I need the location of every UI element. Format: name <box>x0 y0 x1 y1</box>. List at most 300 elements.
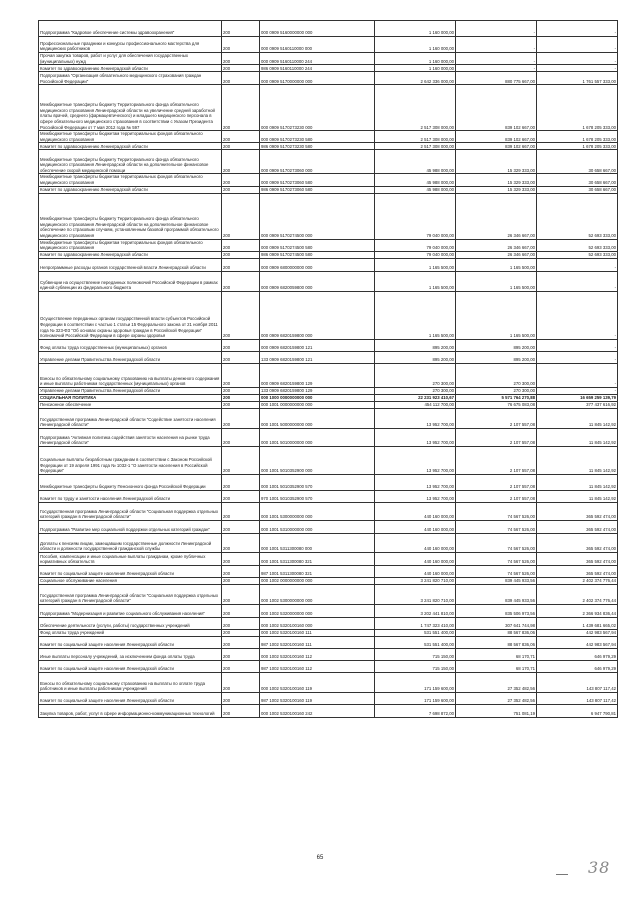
row-classification-cell: 986 0909 5170273060 580 <box>260 186 375 193</box>
row-name-cell: Государственная программа Ленинградской области "Содействие занятости населения Ленинградской области" <box>39 408 222 428</box>
row-code-cell: 200 <box>222 428 260 446</box>
row-classification-cell: 000 1001 5311300080 321 <box>260 552 375 565</box>
footer-dash <box>556 874 568 875</box>
row-executed-amount-cell: 1 165 500,00 <box>456 271 537 291</box>
row-code-cell: 200 <box>222 251 260 258</box>
row-remaining-amount-cell: 365 592 474,00 <box>537 565 618 577</box>
row-code-cell: 200 <box>222 271 260 291</box>
row-classification-cell: 986 0909 5160110000 244 <box>260 65 375 72</box>
row-remaining-amount-cell: - <box>537 37 618 53</box>
row-classification-cell: 000 0909 5160110000 000 <box>260 37 375 53</box>
row-name-cell: Пособия, компенсации и иные социальные выплаты гражданам, кроме публичных нормативных обязательств <box>39 552 222 565</box>
row-approved-amount-cell: 715 150,00 <box>375 648 456 660</box>
row-executed-amount-cell: - <box>456 37 537 53</box>
row-remaining-amount-cell: 2 402 374 776,44 <box>537 577 618 584</box>
table-row <box>39 617 618 629</box>
row-approved-amount-cell: 1 747 323 410,00 <box>375 617 456 629</box>
table-row <box>39 291 618 339</box>
row-remaining-amount-cell: 30 658 667,00 <box>537 186 618 193</box>
row-code-cell: 200 <box>222 143 260 150</box>
row-name-cell: Комитет по здравоохранению Ленинградской области <box>39 65 222 72</box>
row-code-cell: 200 <box>222 65 260 72</box>
row-executed-amount-cell: 307 641 744,98 <box>456 617 537 629</box>
row-executed-amount-cell: 839 445 933,56 <box>456 577 537 584</box>
row-approved-amount-cell: 1 160 000,00 <box>375 21 456 37</box>
row-remaining-amount-cell: 11 845 142,92 <box>537 428 618 446</box>
row-remaining-amount-cell: 365 592 474,00 <box>537 533 618 552</box>
row-name-cell: Взносы по обязательному социальному страхованию на выплаты денежного содержания и иные выплаты работникам государственных (муниципальных) органов <box>39 363 222 387</box>
table-row <box>39 351 618 363</box>
row-name-cell: Комитет по здравоохранению Ленинградской области <box>39 251 222 258</box>
row-executed-amount-cell: 68 170,71 <box>456 648 537 660</box>
row-classification-cell: 000 1001 5300000000 000 <box>260 502 375 520</box>
row-name-cell: Подпрограмма "Развитие мер социальной поддержки отдельных категорий граждан" <box>39 520 222 533</box>
row-code-cell: 200 <box>222 37 260 53</box>
table-row <box>39 251 618 258</box>
table-row <box>39 704 618 717</box>
row-remaining-amount-cell: 2 402 374 776,44 <box>537 584 618 604</box>
row-remaining-amount-cell: 52 693 333,00 <box>537 193 618 239</box>
row-name-cell: Межбюджетные трансферты бюджетам территориальных фондов обязательного медицинского страхования <box>39 131 222 143</box>
row-remaining-amount-cell: - <box>537 258 618 271</box>
row-executed-amount-cell: 270 300,00 <box>456 387 537 394</box>
row-remaining-amount-cell: - <box>537 53 618 65</box>
row-approved-amount-cell: 440 160 000,00 <box>375 520 456 533</box>
table-row <box>39 692 618 704</box>
row-name-cell: Подпрограмма "Кадровое обеспечение системы здравоохранения" <box>39 21 222 37</box>
row-remaining-amount-cell: - <box>537 291 618 339</box>
row-executed-amount-cell: 751 081,19 <box>456 704 537 717</box>
row-code-cell: 200 <box>222 387 260 394</box>
row-classification-cell: 000 1001 5010352900 570 <box>260 474 375 490</box>
row-executed-amount-cell: - <box>456 21 537 37</box>
row-name-cell: Комитет по социальной защите населения Ленинградской области <box>39 565 222 577</box>
row-classification-cell: 000 1001 5000000000 000 <box>260 408 375 428</box>
row-name-cell: Взносы по обязательному социальному страхованию на выплаты по оплате труда работников и иные выплаты работникам учреждений <box>39 672 222 692</box>
row-executed-amount-cell: 74 567 526,00 <box>456 552 537 565</box>
row-remaining-amount-cell: 30 658 667,00 <box>537 150 618 174</box>
table-row <box>39 533 618 552</box>
row-classification-cell: 000 0909 5170274500 000 <box>260 193 375 239</box>
table-row <box>39 193 618 239</box>
row-executed-amount-cell: 839 102 667,00 <box>456 143 537 150</box>
row-remaining-amount-cell: 11 845 142,92 <box>537 446 618 474</box>
row-code-cell: 200 <box>222 258 260 271</box>
table-row <box>39 446 618 474</box>
row-remaining-amount-cell: - <box>537 363 618 387</box>
row-executed-amount-cell: 26 346 667,00 <box>456 251 537 258</box>
table-row <box>39 363 618 387</box>
row-name-cell: Подпрограмма "Модернизация и развитие социального обслуживания населения" <box>39 604 222 617</box>
row-approved-amount-cell: 270 300,00 <box>375 387 456 394</box>
row-approved-amount-cell: 13 952 700,00 <box>375 474 456 490</box>
row-name-cell: Комитет по труду и занятости населения Ленинградской области <box>39 490 222 502</box>
row-executed-amount-cell: 839 445 933,56 <box>456 584 537 604</box>
row-approved-amount-cell: 79 040 000,00 <box>375 239 456 251</box>
row-classification-cell: 000 1002 0000000000 000 <box>260 577 375 584</box>
table-row <box>39 520 618 533</box>
table-row <box>39 339 618 351</box>
row-code-cell: 200 <box>222 401 260 408</box>
row-executed-amount-cell: 2 107 557,08 <box>456 428 537 446</box>
table-row <box>39 85 618 131</box>
row-approved-amount-cell: 3 202 441 810,00 <box>375 604 456 617</box>
row-approved-amount-cell: 1 165 500,00 <box>375 291 456 339</box>
table-row <box>39 552 618 565</box>
row-code-cell: 200 <box>222 660 260 672</box>
row-classification-cell: 000 0909 6820059800 000 <box>260 271 375 291</box>
table-row <box>39 636 618 648</box>
table-row <box>39 660 618 672</box>
row-executed-amount-cell: 2 107 557,08 <box>456 490 537 502</box>
table-row <box>39 150 618 174</box>
row-remaining-amount-cell: 365 592 474,00 <box>537 552 618 565</box>
handwritten-page-mark: 38 <box>588 858 611 877</box>
row-name-cell: Государственная программа Ленинградской области "Социальная поддержка отдельных категорий граждан в Ленинградской области" <box>39 502 222 520</box>
table-row <box>39 271 618 291</box>
row-name-cell: Обеспечение деятельности (услуги, работы) государственных учреждений <box>39 617 222 629</box>
row-executed-amount-cell: 74 567 526,00 <box>456 520 537 533</box>
row-classification-cell: 000 1002 5300000000 000 <box>260 584 375 604</box>
table-row <box>39 502 618 520</box>
row-approved-amount-cell: 1 160 000,00 <box>375 53 456 65</box>
table-row <box>39 401 618 408</box>
row-code-cell: 200 <box>222 291 260 339</box>
row-executed-amount-cell: 839 102 667,00 <box>456 131 537 143</box>
row-code-cell: 200 <box>222 648 260 660</box>
page-number: 65 <box>316 855 324 861</box>
row-executed-amount-cell: 15 329 333,00 <box>456 174 537 186</box>
row-classification-cell: 000 0909 5170273230 580 <box>260 131 375 143</box>
row-approved-amount-cell: 440 160 000,00 <box>375 565 456 577</box>
table-row <box>39 604 618 617</box>
row-name-cell: Межбюджетные трансферты бюджетам территориальных фондов обязательного медицинского страхования <box>39 239 222 251</box>
row-remaining-amount-cell: 646 979,29 <box>537 660 618 672</box>
table-row <box>39 577 618 584</box>
row-approved-amount-cell: 531 551 400,00 <box>375 636 456 648</box>
row-approved-amount-cell: 1 160 000,00 <box>375 65 456 72</box>
row-code-cell: 200 <box>222 131 260 143</box>
row-approved-amount-cell: 1 160 000,00 <box>375 37 456 53</box>
row-approved-amount-cell: 3 241 820 710,00 <box>375 584 456 604</box>
row-approved-amount-cell: 2 517 308 000,00 <box>375 131 456 143</box>
row-remaining-amount-cell: 1 678 205 333,00 <box>537 131 618 143</box>
row-classification-cell: 000 1002 5320100160 111 <box>260 629 375 636</box>
row-approved-amount-cell: 79 040 000,00 <box>375 251 456 258</box>
row-remaining-amount-cell: 1 761 557 333,00 <box>537 72 618 85</box>
row-code-cell: 200 <box>222 363 260 387</box>
row-code-cell: 200 <box>222 604 260 617</box>
row-code-cell: 200 <box>222 474 260 490</box>
row-executed-amount-cell: 895 200,00 <box>456 351 537 363</box>
row-approved-amount-cell: 454 112 700,00 <box>375 401 456 408</box>
row-classification-cell: 987 1002 5320100160 111 <box>260 636 375 648</box>
row-remaining-amount-cell: 6 947 790,81 <box>537 704 618 717</box>
row-code-cell: 200 <box>222 239 260 251</box>
row-code-cell: 200 <box>222 72 260 85</box>
row-executed-amount-cell: 15 329 333,00 <box>456 150 537 174</box>
row-classification-cell: 987 1001 5311300080 321 <box>260 565 375 577</box>
row-name-cell: Комитет по социальной защите населения Ленинградской области <box>39 660 222 672</box>
row-classification-cell: 987 1002 5320100160 119 <box>260 692 375 704</box>
row-remaining-amount-cell: - <box>537 65 618 72</box>
row-remaining-amount-cell: 52 693 333,00 <box>537 239 618 251</box>
row-executed-amount-cell: 15 329 333,00 <box>456 186 537 193</box>
row-classification-cell: 000 0909 5170273060 580 <box>260 174 375 186</box>
row-name-cell: Закупка товаров, работ, услуг в сфере информационно-коммуникационных технологий <box>39 704 222 717</box>
table-row <box>39 37 618 53</box>
row-remaining-amount-cell: - <box>537 339 618 351</box>
row-executed-amount-cell: 88 567 836,06 <box>456 629 537 636</box>
row-classification-cell: 000 0909 6820159800 121 <box>260 339 375 351</box>
row-code-cell: 200 <box>222 672 260 692</box>
row-code-cell: 200 <box>222 186 260 193</box>
row-code-cell: 200 <box>222 193 260 239</box>
row-executed-amount-cell: 26 346 667,00 <box>456 239 537 251</box>
row-remaining-amount-cell: 30 658 667,00 <box>537 174 618 186</box>
table-row <box>39 490 618 502</box>
row-classification-cell: 986 0909 5170274500 580 <box>260 251 375 258</box>
row-name-cell: Подпрограмма "Активная политика содействия занятости населения на рынке труда Ленинградской области" <box>39 428 222 446</box>
row-classification-cell: 000 1002 5320000000 000 <box>260 604 375 617</box>
row-code-cell: 200 <box>222 617 260 629</box>
row-code-cell: 200 <box>222 85 260 131</box>
row-remaining-amount-cell: 646 979,29 <box>537 648 618 660</box>
row-name-cell: Пенсионное обеспечение <box>39 401 222 408</box>
row-executed-amount-cell: 2 107 557,08 <box>456 474 537 490</box>
row-classification-cell: 000 0909 6800000000 000 <box>260 258 375 271</box>
row-code-cell: 200 <box>222 53 260 65</box>
row-name-cell: Межбюджетные трансферты бюджету Территориального фонда обязательного медицинского страхования Ленинградской области на увеличение средней заработной платы врачей, среднего (фармацевтического) и младшего медицинского персонала в сфере обязательного медицинского страхования в соответствии с Указом Президента Российской Федерации от 7 мая 2012 года № 597 <box>39 85 222 131</box>
row-approved-amount-cell: 22 231 923 410,67 <box>375 394 456 401</box>
row-name-cell: Фонд оплаты труда учреждений <box>39 629 222 636</box>
row-executed-amount-cell: - <box>456 53 537 65</box>
row-name-cell: Субвенции на осуществление переданных полномочий Российской Федерации в рамках единой субвенции из федерального бюджета <box>39 271 222 291</box>
row-remaining-amount-cell: - <box>537 21 618 37</box>
row-approved-amount-cell: 270 300,00 <box>375 363 456 387</box>
row-approved-amount-cell: 79 040 000,00 <box>375 193 456 239</box>
row-remaining-amount-cell: 11 845 142,92 <box>537 474 618 490</box>
row-executed-amount-cell: 76 675 083,08 <box>456 401 537 408</box>
row-classification-cell: 000 0909 5170000000 000 <box>260 72 375 85</box>
row-name-cell: Непрограммные расходы органов государственной власти Ленинградской области <box>39 258 222 271</box>
table-row <box>39 239 618 251</box>
row-executed-amount-cell: 74 567 526,00 <box>456 533 537 552</box>
row-executed-amount-cell: 1 165 500,00 <box>456 291 537 339</box>
table-row <box>39 565 618 577</box>
row-remaining-amount-cell: 143 807 117,42 <box>537 692 618 704</box>
row-name-cell: Комитет по здравоохранению Ленинградской области <box>39 143 222 150</box>
row-executed-amount-cell: 74 567 526,00 <box>456 502 537 520</box>
row-executed-amount-cell: 26 346 667,00 <box>456 193 537 239</box>
row-remaining-amount-cell: 365 592 474,00 <box>537 520 618 533</box>
row-classification-cell: 000 1001 5310000000 000 <box>260 520 375 533</box>
row-approved-amount-cell: 531 551 400,00 <box>375 629 456 636</box>
row-classification-cell: 000 1002 5320100160 242 <box>260 704 375 717</box>
row-classification-cell: 000 1001 0000000000 000 <box>260 401 375 408</box>
row-code-cell: 200 <box>222 21 260 37</box>
row-remaining-amount-cell: 143 807 117,42 <box>537 672 618 692</box>
row-name-cell: Управление делами Правительства Ленинградской области <box>39 387 222 394</box>
row-code-cell: 200 <box>222 446 260 474</box>
row-executed-amount-cell: 839 102 667,00 <box>456 85 537 131</box>
row-name-cell: СОЦИАЛЬНАЯ ПОЛИТИКА <box>39 394 222 401</box>
row-classification-cell: 000 0909 5160110000 244 <box>260 53 375 65</box>
row-remaining-amount-cell: 1 439 681 665,02 <box>537 617 618 629</box>
row-name-cell: Прочая закупка товаров, работ и услуг для обеспечения государственных (муниципальных) нужд <box>39 53 222 65</box>
row-approved-amount-cell: 440 160 000,00 <box>375 533 456 552</box>
row-executed-amount-cell: 1 165 500,00 <box>456 258 537 271</box>
row-approved-amount-cell: 13 952 700,00 <box>375 408 456 428</box>
row-executed-amount-cell: 27 352 482,56 <box>456 692 537 704</box>
table-row <box>39 258 618 271</box>
row-approved-amount-cell: 45 988 000,00 <box>375 186 456 193</box>
row-code-cell: 200 <box>222 150 260 174</box>
row-code-cell: 200 <box>222 629 260 636</box>
row-approved-amount-cell: 7 698 872,00 <box>375 704 456 717</box>
row-code-cell: 200 <box>222 577 260 584</box>
row-classification-cell: 970 1001 5010352900 570 <box>260 490 375 502</box>
row-name-cell: Межбюджетные трансферты бюджетам территориальных фондов обязательного медицинского страхования <box>39 174 222 186</box>
row-executed-amount-cell: 880 775 667,00 <box>456 72 537 85</box>
row-classification-cell: 000 1002 5320100160 000 <box>260 617 375 629</box>
row-name-cell: Фонд оплаты труда государственных (муниципальных) органов <box>39 339 222 351</box>
row-remaining-amount-cell: 52 693 333,00 <box>537 251 618 258</box>
row-executed-amount-cell: 895 200,00 <box>456 339 537 351</box>
row-classification-cell: 000 0909 6820159800 129 <box>260 363 375 387</box>
row-classification-cell: 000 1000 0000000000 000 <box>260 394 375 401</box>
row-approved-amount-cell: 45 988 000,00 <box>375 174 456 186</box>
row-code-cell: 200 <box>222 502 260 520</box>
row-approved-amount-cell: 2 517 308 000,00 <box>375 143 456 150</box>
row-approved-amount-cell: 1 165 500,00 <box>375 271 456 291</box>
row-remaining-amount-cell: 11 845 142,92 <box>537 490 618 502</box>
row-approved-amount-cell: 171 159 600,00 <box>375 672 456 692</box>
row-code-cell: 200 <box>222 520 260 533</box>
row-approved-amount-cell: 440 160 000,00 <box>375 502 456 520</box>
table-row <box>39 474 618 490</box>
row-name-cell: Государственная программа Ленинградской области "Социальная поддержка отдельных категорий граждан в Ленинградской области" <box>39 584 222 604</box>
row-executed-amount-cell: 835 506 973,56 <box>456 604 537 617</box>
row-name-cell: Межбюджетные трансферты бюджету Пенсионного фонда Российской Федерации <box>39 474 222 490</box>
table-row <box>39 186 618 193</box>
row-classification-cell: 000 0909 5170273060 000 <box>260 150 375 174</box>
table-row <box>39 428 618 446</box>
row-approved-amount-cell: 45 988 000,00 <box>375 150 456 174</box>
row-remaining-amount-cell: 365 592 474,00 <box>537 502 618 520</box>
budget-table <box>38 20 618 718</box>
row-remaining-amount-cell: - <box>537 387 618 394</box>
row-name-cell: Осуществление переданных органам государственной власти субъектов Российской Федерации в соответствии с частью 1 статьи 15 Федерального закона от 21 ноября 2011 года № 323-ФЗ "Об основах охраны здоровья граждан в Российской Федерации" полномочий Российской Федерации в сфере охраны здоровья <box>39 291 222 339</box>
row-approved-amount-cell: 2 642 336 000,00 <box>375 72 456 85</box>
row-executed-amount-cell: 2 107 557,08 <box>456 446 537 474</box>
row-name-cell: Комитет по здравоохранению Ленинградской области <box>39 186 222 193</box>
row-approved-amount-cell: 2 517 308 000,00 <box>375 85 456 131</box>
row-name-cell: Иные выплаты персоналу учреждений, за исключением фонда оплаты труда <box>39 648 222 660</box>
row-executed-amount-cell: 74 567 526,00 <box>456 565 537 577</box>
row-name-cell: Комитет по социальной защите населения Ленинградской области <box>39 692 222 704</box>
row-classification-cell: 000 1002 5320100160 112 <box>260 648 375 660</box>
row-approved-amount-cell: 1 165 500,00 <box>375 258 456 271</box>
row-code-cell: 200 <box>222 174 260 186</box>
table-row <box>39 21 618 37</box>
row-name-cell: Социальные выплаты безработным гражданам в соответствии с Законом Российской Федерации от 19 апреля 1991 года № 1032-1 "О занятости населения в Российской Федерации" <box>39 446 222 474</box>
row-classification-cell: 000 0909 5160000000 000 <box>260 21 375 37</box>
row-name-cell: Управление делами Правительства Ленинградской области <box>39 351 222 363</box>
row-code-cell: 200 <box>222 394 260 401</box>
row-code-cell: 200 <box>222 692 260 704</box>
row-code-cell: 200 <box>222 552 260 565</box>
row-approved-amount-cell: 13 952 700,00 <box>375 490 456 502</box>
row-approved-amount-cell: 895 200,00 <box>375 351 456 363</box>
row-classification-cell: 000 0909 6820159800 000 <box>260 291 375 339</box>
row-classification-cell: 000 0909 5170273230 000 <box>260 85 375 131</box>
row-name-cell: Межбюджетные трансферты бюджету Территориального фонда обязательного медицинского страхования Ленинградской области на дополнительное финансовое обеспечение по страховым случаям, установленным базовой программой обязательного медицинского страхования <box>39 193 222 239</box>
row-approved-amount-cell: 3 241 820 710,00 <box>375 577 456 584</box>
row-approved-amount-cell: 440 160 000,00 <box>375 552 456 565</box>
row-executed-amount-cell: 270 300,00 <box>456 363 537 387</box>
budget-table-body <box>39 21 618 718</box>
row-classification-cell: 133 0909 6820159800 129 <box>260 387 375 394</box>
row-name-cell: Межбюджетные трансферты бюджету Территориального фонда обязательного медицинского страхования Ленинградской области на дополнительное финансовое обеспечение скорой медицинской помощи <box>39 150 222 174</box>
table-row <box>39 629 618 636</box>
row-executed-amount-cell: 2 107 557,08 <box>456 408 537 428</box>
row-remaining-amount-cell: 377 437 616,92 <box>537 401 618 408</box>
row-code-cell: 200 <box>222 490 260 502</box>
row-executed-amount-cell: 27 352 482,56 <box>456 672 537 692</box>
row-classification-cell: 987 1002 5320100160 112 <box>260 660 375 672</box>
row-classification-cell: 000 0909 5170274500 580 <box>260 239 375 251</box>
table-row <box>39 143 618 150</box>
row-remaining-amount-cell: 16 659 259 139,79 <box>537 394 618 401</box>
row-code-cell: 200 <box>222 339 260 351</box>
row-name-cell: Комитет по социальной защите населения Ленинградской области <box>39 636 222 648</box>
table-row <box>39 387 618 394</box>
table-row <box>39 584 618 604</box>
row-code-cell: 200 <box>222 408 260 428</box>
row-remaining-amount-cell: 2 366 934 836,44 <box>537 604 618 617</box>
row-remaining-amount-cell: 442 983 567,94 <box>537 636 618 648</box>
table-row <box>39 65 618 72</box>
row-approved-amount-cell: 13 952 700,00 <box>375 446 456 474</box>
table-row <box>39 53 618 65</box>
row-code-cell: 200 <box>222 565 260 577</box>
table-row <box>39 394 618 401</box>
row-approved-amount-cell: 13 952 700,00 <box>375 428 456 446</box>
table-row <box>39 648 618 660</box>
row-code-cell: 200 <box>222 533 260 552</box>
table-row <box>39 131 618 143</box>
table-row <box>39 72 618 85</box>
row-approved-amount-cell: 715 150,00 <box>375 660 456 672</box>
row-code-cell: 200 <box>222 351 260 363</box>
row-code-cell: 200 <box>222 584 260 604</box>
row-executed-amount-cell: - <box>456 65 537 72</box>
row-executed-amount-cell: 68 170,71 <box>456 660 537 672</box>
row-classification-cell: 000 1001 5010000000 000 <box>260 428 375 446</box>
row-code-cell: 200 <box>222 636 260 648</box>
row-classification-cell: 000 1001 5010352900 000 <box>260 446 375 474</box>
row-executed-amount-cell: 5 571 764 270,88 <box>456 394 537 401</box>
row-code-cell: 200 <box>222 704 260 717</box>
row-approved-amount-cell: 895 200,00 <box>375 339 456 351</box>
row-name-cell: Доплаты к пенсиям лицам, замещавшим государственные должности Ленинградской области и должности государственной гражданской службы <box>39 533 222 552</box>
row-remaining-amount-cell: 11 845 142,92 <box>537 408 618 428</box>
row-remaining-amount-cell: 1 678 205 333,00 <box>537 143 618 150</box>
row-executed-amount-cell: 88 567 836,06 <box>456 636 537 648</box>
row-name-cell: Подпрограмма "Организация обязательного медицинского страхования граждан Российской Федерации" <box>39 72 222 85</box>
row-remaining-amount-cell: - <box>537 271 618 291</box>
